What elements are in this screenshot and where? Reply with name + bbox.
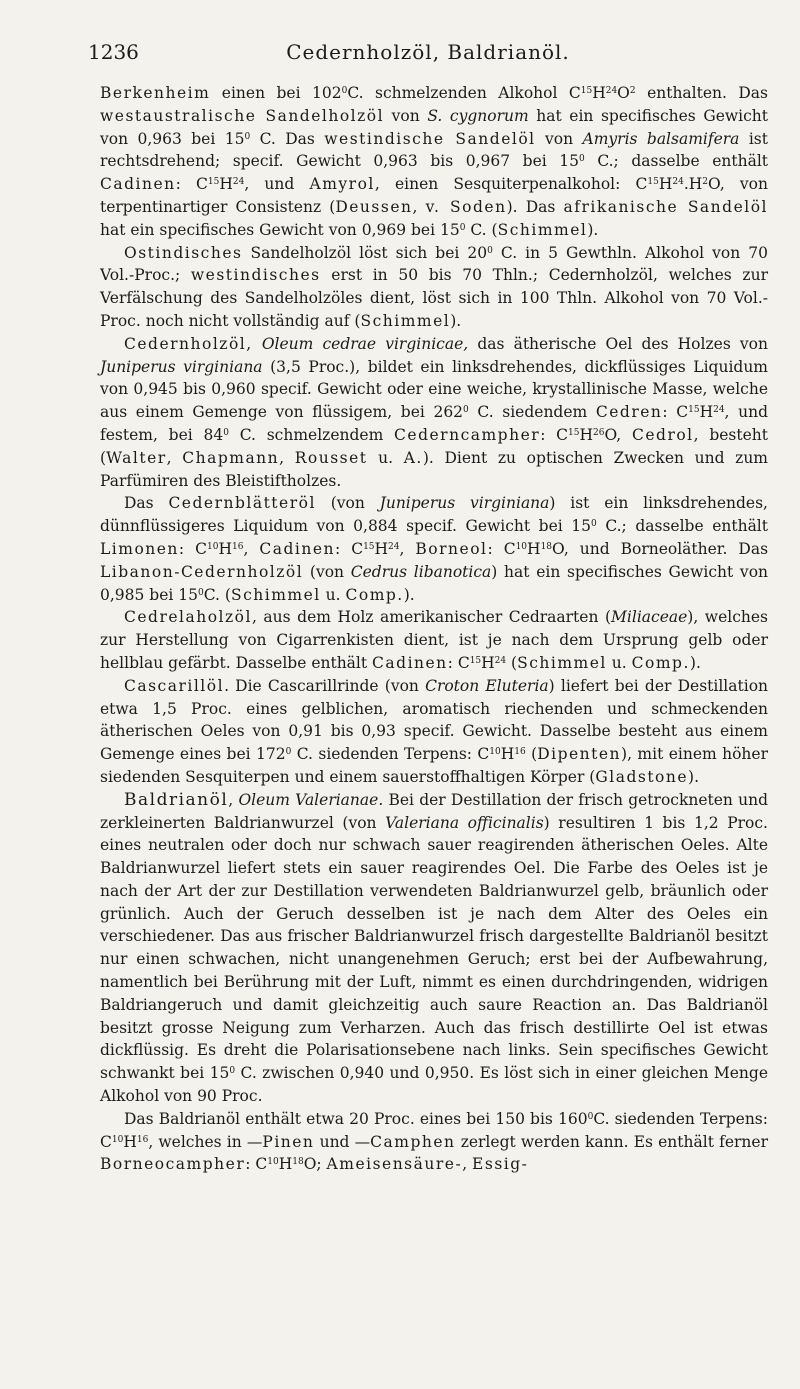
species-name: S. cygnorum <box>427 106 529 125</box>
superscript: 24 <box>605 86 618 96</box>
text-run: , und <box>244 175 310 194</box>
spaced-term: Camphen <box>370 1132 456 1151</box>
superscript: 16 <box>514 747 526 758</box>
text-run: , <box>399 539 416 558</box>
text-run: , <box>228 790 239 809</box>
paragraph-cedernblaetteroel <box>100 492 768 606</box>
superscript: 15 <box>688 405 700 416</box>
spaced-term: Limonen <box>100 539 179 558</box>
text-run: : C <box>334 539 364 558</box>
text-run: , <box>243 539 260 558</box>
person-name: Comp. <box>345 585 404 604</box>
paragraph-sandelholzoel <box>100 82 768 242</box>
superscript: 18 <box>292 1157 304 1168</box>
superscript: 0 <box>463 405 469 416</box>
text-run: .H <box>683 175 703 194</box>
text-run: u. <box>606 653 632 672</box>
spaced-term: Borneol <box>415 539 488 558</box>
spaced-term: afrikanische Sandelöl <box>563 197 769 216</box>
entry-heading: Cascarillöl <box>124 676 225 695</box>
text-run: (von <box>303 562 351 581</box>
text-run: O <box>617 84 630 102</box>
text-run: H <box>219 175 233 194</box>
text-run: enthalten. Das <box>635 84 769 102</box>
superscript: 0 <box>579 154 585 165</box>
text-run: ) ist ein linksdrehendes, dünnflüssigeres Liquidum von 0,884 specif. Gewicht bei 15 <box>100 494 768 536</box>
person-name: v. Soden <box>425 197 507 216</box>
text-run: von <box>384 106 428 125</box>
superscript: 10 <box>207 541 219 552</box>
text-run: O; <box>303 1155 327 1174</box>
person-name: Schimmel <box>230 585 321 604</box>
spaced-term: Cadinen <box>259 539 335 558</box>
text-run: : C <box>175 175 208 194</box>
paragraph-baldrianoel <box>100 789 768 1108</box>
entry-heading: Baldrianöl <box>124 789 229 810</box>
text-run: H <box>699 403 714 422</box>
text-run: H <box>592 84 606 102</box>
text-run: C. ( <box>465 220 498 239</box>
paragraph-cedrelaholzoel <box>100 606 768 674</box>
text-run: H <box>374 539 389 558</box>
text-run: : C <box>245 1155 268 1174</box>
text-run: C. schmelzenden Alkohol C <box>347 84 581 102</box>
text-run: : C <box>487 539 516 558</box>
text-run: H <box>500 745 515 764</box>
spaced-term: Essig- <box>472 1155 529 1174</box>
text-run: u. <box>367 448 404 467</box>
text-run: zerlegt werden kann. Es enthält ferner <box>455 1132 768 1151</box>
spaced-term: Ostindisches <box>124 243 243 262</box>
text-run: Bei der Destillation der frisch getrockneten und zerkleinerten Baldrianwurzel (von <box>100 790 768 832</box>
species-name: Croton Eluteria <box>425 676 549 695</box>
text-run: erst in 50 bis 70 Thln.; Cedernholzöl, welches zur Verfälschung des Sandelholzöles dient, löst sich in 100 Thln. Alkohol von 70 Vol.-Proc. noch nicht vollständig auf ( <box>100 266 768 330</box>
text-run: H <box>123 1132 137 1151</box>
text-run: O, <box>604 425 632 444</box>
text-run: ist rechtsdrehend; specif. Gewicht 0,963 bis 0,967 bei 15 <box>100 129 768 171</box>
body-text <box>100 82 768 1176</box>
superscript: 26 <box>593 427 605 438</box>
person-name: Schimmel <box>497 220 588 239</box>
spaced-term: Cadinen <box>372 653 448 672</box>
person-name: Berkenheim <box>100 84 211 102</box>
text-run: H <box>278 1155 293 1174</box>
superscript: 18 <box>540 541 553 552</box>
superscript: 0 <box>229 1066 236 1077</box>
text-run: ( <box>525 745 538 764</box>
spaced-term: Ameisensäure- <box>326 1155 463 1174</box>
superscript: 16 <box>231 541 244 552</box>
text-run: (3,5 Proc.), bildet ein linksdrehendes, dickflüssiges Liquidum von 0,945 bis 0,960 specif. Gewicht oder eine weiche, krystallinische Masse, welche aus einem Gemenge von flüssigem, bei 262 <box>100 357 768 422</box>
text-run: C. siedendem <box>468 403 596 422</box>
superscript: 0 <box>459 222 466 233</box>
text-run: H <box>579 425 594 444</box>
superscript: 15 <box>580 86 593 96</box>
text-run: , besteht ( <box>100 425 768 467</box>
text-run: Sandelholzöl löst sich bei 20 <box>242 243 488 262</box>
text-run: C. Das <box>250 129 325 148</box>
person-name: Deussen <box>335 197 413 216</box>
text-run: , aus dem Holz amerikanischer Cedraarten ( <box>251 608 612 627</box>
superscript: 15 <box>469 655 482 666</box>
text-run: , und festem, bei 84 <box>100 403 768 444</box>
latin-name: Oleum cedrae virginicae, <box>261 334 469 353</box>
text-run: ( <box>506 653 518 672</box>
text-run: H <box>527 539 541 558</box>
superscript: 24 <box>388 541 400 552</box>
superscript: 16 <box>136 1134 149 1145</box>
text-run: das ätherische Oel des Holzes von <box>468 334 768 353</box>
entry-heading: Cedrelaholzöl <box>124 608 252 627</box>
text-run: , welches in — <box>148 1132 263 1151</box>
latin-name: Oleum Valerianae. <box>238 790 384 809</box>
text-run: . Die Cascarillrinde (von <box>224 676 426 695</box>
species-name: Juniperus virginiana <box>379 494 550 513</box>
text-run: hat ein specifisches Gewicht von 0,969 bei 15 <box>100 220 460 239</box>
text-run: : C <box>540 425 569 444</box>
text-run: ). <box>688 767 700 786</box>
text-run: , einen Sesquiterpenalkohol: C <box>374 175 648 194</box>
text-run: , <box>279 448 295 467</box>
paragraph-cedernholzoel <box>100 333 768 493</box>
text-run: ) hat ein specifisches Gewicht von 0,985 bei 15 <box>100 562 769 604</box>
text-run: (von <box>315 494 380 513</box>
text-run: C. siedenden Terpens: C <box>100 1109 768 1151</box>
text-run: : C <box>178 539 207 558</box>
species-name: Juniperus virginiana <box>100 357 263 376</box>
latin-name: Miliaceae <box>611 608 688 627</box>
text-run: C. in 5 Gewthln. Alkohol von 70 Vol.-Proc.; <box>100 243 768 285</box>
text-run: C. zwischen 0,940 und 0,950. Es löst sich in einer gleichen Menge Alkohol von 90 Proc. <box>100 1064 768 1106</box>
text-run: , <box>166 448 183 467</box>
spaced-term: Cedren <box>595 403 663 422</box>
text-run: C. schmelzendem <box>228 425 395 444</box>
text-run: H <box>481 653 495 672</box>
paragraph-cascarilloel <box>100 675 768 789</box>
superscript: 10 <box>111 1134 124 1145</box>
spaced-term: Pinen <box>262 1132 315 1151</box>
species-name: Cedrus libanotica <box>350 562 492 581</box>
superscript: 24 <box>494 655 507 666</box>
text-run: einen bei 102 <box>210 84 342 102</box>
text-run: H <box>658 175 673 194</box>
text-run: : C <box>662 403 689 422</box>
superscript: 10 <box>489 747 501 758</box>
species-name: Valeriana officinalis <box>385 813 544 832</box>
text-run: C. siedenden Terpens: C <box>291 745 490 764</box>
spaced-term: Cederncampher <box>394 425 541 444</box>
text-run: O, von terpentinartiger Consistenz ( <box>100 175 768 216</box>
spaced-term: westindische Sandelöl <box>324 129 536 148</box>
text-run: , <box>412 197 426 216</box>
person-name: Chapmann <box>182 448 280 467</box>
spaced-term: westaustralische Sandelholzöl <box>100 106 385 125</box>
text-run: u. <box>320 585 346 604</box>
spaced-term: Amyrol <box>309 175 375 194</box>
person-name: Rousset <box>294 448 368 467</box>
spaced-term: Borneocampher <box>100 1155 246 1174</box>
superscript: 0 <box>587 1111 594 1122</box>
superscript: 15 <box>363 541 375 552</box>
text-run <box>253 335 262 353</box>
text-run: C. ( <box>203 585 231 604</box>
text-run: ). Das <box>506 197 564 216</box>
text-run: ), mit einem höher siedenden Sesquiterpen und einem sauerstoffhaltigen Körper ( <box>100 745 768 786</box>
superscript: 0 <box>591 519 597 530</box>
superscript: 0 <box>244 131 251 142</box>
text-run: ). <box>689 653 701 672</box>
paragraph-ostindisches <box>100 242 768 333</box>
running-title: Cedernholzöl, Baldrianöl. <box>286 40 570 64</box>
text-run: ) liefert bei der Destillation etwa 1,5 Proc. eines gelblichen, aromatisch riechenden und schmeckenden ätherischen Oeles von 0,91 bis 0,93 specif. Gewicht. Dasselbe besteht aus einem Gemenge eines bei 172 <box>100 676 769 764</box>
person-name: Gladstone <box>595 767 689 786</box>
superscript: 10 <box>515 541 528 552</box>
text-run: : C <box>447 653 470 672</box>
superscript: 15 <box>207 177 220 188</box>
text-run: hat ein specifisches Gewicht von 0,963 bei 15 <box>100 106 768 148</box>
text-run: C.; dasselbe enthält <box>584 152 768 171</box>
superscript: 10 <box>267 1157 279 1168</box>
page-number: 1236 <box>88 40 139 64</box>
person-name: Walter <box>106 448 167 467</box>
spaced-term: Dipenten <box>537 745 622 764</box>
entry-heading: Cedernholzöl, <box>124 334 253 353</box>
text-run: ), welches zur Herstellung von Cigarrenkisten dient, ist je nach dem Ursprung gelb oder hellblau gefärbt. Dasselbe enthält <box>100 608 769 672</box>
superscript: 24 <box>232 177 245 188</box>
spaced-term: Cedrol <box>631 425 694 444</box>
superscript: 0 <box>198 587 204 598</box>
superscript: 15 <box>647 177 659 188</box>
person-name: A. <box>403 448 423 467</box>
text-run: H <box>218 539 232 558</box>
paragraph-baldrianoel-components <box>100 1108 768 1176</box>
text-run: ). <box>403 585 415 604</box>
text-run: und — <box>314 1132 371 1151</box>
superscript: 24 <box>713 405 725 416</box>
species-name: Amyris balsamifera <box>582 129 740 148</box>
person-name: Schimmel <box>360 311 451 330</box>
page-header <box>88 40 768 68</box>
superscript: 0 <box>341 86 348 96</box>
superscript: 2 <box>629 86 636 96</box>
text-run: ) resultiren 1 bis 1,2 Proc. eines neutralen oder doch nur schwach sauer reagirenden ätherischen Oeles. Alte Baldrianwurzel liefert stets ein sauer reagirendes Oel. Die Farbe des Oeles ist je nach der Art der zur Destillation verwendeten Baldrianwurzel gelb, bräunlich oder grünlich. Auch der Geruch desselben ist je nach dem Alter des Oeles ein verschiedener. Das aus frischer Baldrianwurzel frisch dargestellte Baldrianöl besitzt nur einen schwachen, nicht unangenehmen Geruch; erst bei der Aufbewahrung, namentlich bei Berührung mit der Luft, nimmt es einen durchdringenden, widrigen Baldriangeruch und damit gleichzeitig auch saure Reaction an. Das Baldrianöl besitzt grosse Neigung zum Verharzen. Auch das frisch destillirte Oel ist etwas dickflüssig. Es dreht die Polarisationsebene nach links. Sein specifisches Gewicht schwankt bei 15 <box>100 813 768 1083</box>
superscript: 0 <box>223 427 229 438</box>
spaced-term: Libanon-Cedernholzöl <box>100 562 304 581</box>
text-run: Das <box>124 494 169 513</box>
text-run: , <box>462 1155 473 1174</box>
text-run: Das Baldrianöl enthält etwa 20 Proc. eines bei 150 bis 160 <box>124 1109 588 1128</box>
text-run: O, und Borneoläther. Das <box>552 539 769 558</box>
superscript: 0 <box>285 747 292 758</box>
spaced-term: Cedernblätteröl <box>168 494 316 513</box>
text-run: ). <box>450 311 462 330</box>
person-name: Schimmel <box>517 653 607 672</box>
spaced-term: Cadinen <box>100 175 176 194</box>
text-run: ). <box>587 220 599 239</box>
text-run: von <box>535 129 583 148</box>
superscript: 15 <box>568 427 580 438</box>
superscript: 0 <box>487 245 493 256</box>
spaced-term: westindisches <box>190 266 321 285</box>
superscript: 2 <box>702 177 709 188</box>
text-run: C.; dasselbe enthält <box>596 517 768 536</box>
person-name: Comp. <box>631 653 690 672</box>
superscript: 24 <box>672 177 684 188</box>
text-run: ). Dient zu optischen Zwecken und zum Parfümiren des Bleistiftholzes. <box>100 448 769 490</box>
